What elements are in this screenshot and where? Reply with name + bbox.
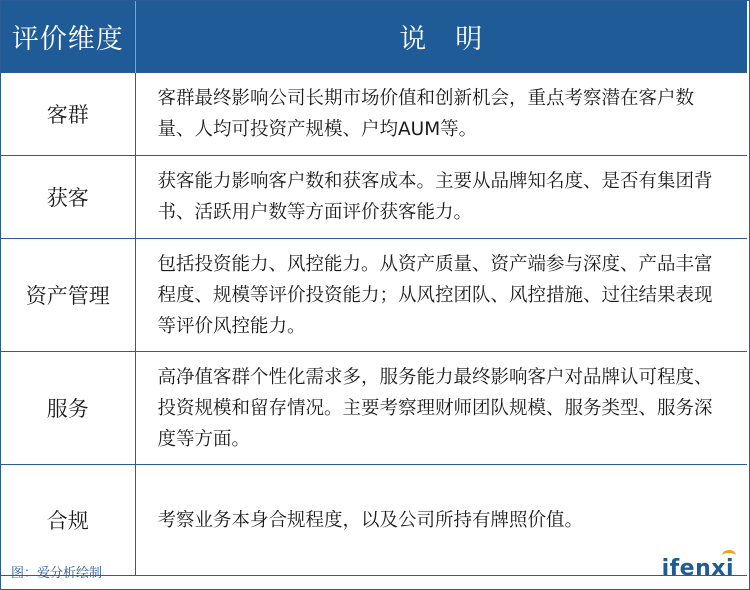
table-header-row [1, 1, 747, 73]
table-row [1, 156, 747, 239]
row-description: 包括投资能力、风控能力。从资产质量、资产端参与深度、产品丰富程度、规模等评价投资能力；从风控团队、风控措施、过往结果表现等评价风控能力。 [135, 239, 747, 352]
row-dimension: 客群 [1, 73, 135, 156]
row-dimension: 获客 [1, 156, 135, 239]
row-description: 高净值客群个性化需求多，服务能力最终影响客户对品牌认可程度、投资规模和留存情况。主要考察理财师团队规模、服务类型、服务深度等方面。 [135, 352, 747, 465]
source-note: 图：爱分析绘制 [11, 566, 103, 581]
ifenxi-logo [662, 556, 734, 581]
table-row [1, 73, 747, 156]
row-dimension: 合规 [1, 465, 135, 576]
logo-text: ifenxi [661, 556, 734, 581]
logo-swoosh-icon [722, 550, 736, 561]
table-row [1, 352, 747, 465]
row-description: 获客能力影响客户数和获客成本。主要从品牌知名度、是否有集团背书、活跃用户数等方面评价获客能力。 [135, 156, 747, 239]
header-dimension: 评价维度 [1, 1, 135, 73]
table-row [1, 239, 747, 352]
header-description: 说 明 [135, 1, 747, 73]
table-row [1, 465, 747, 576]
row-description: 客群最终影响公司长期市场价值和创新机会，重点考察潜在客户数量、人均可投资产规模、户均AUM等。 [135, 73, 747, 156]
evaluation-table [1, 1, 747, 576]
row-dimension: 资产管理 [1, 239, 135, 352]
row-description: 考察业务本身合规程度，以及公司所持有牌照价值。 [135, 465, 747, 576]
row-dimension: 服务 [1, 352, 135, 465]
